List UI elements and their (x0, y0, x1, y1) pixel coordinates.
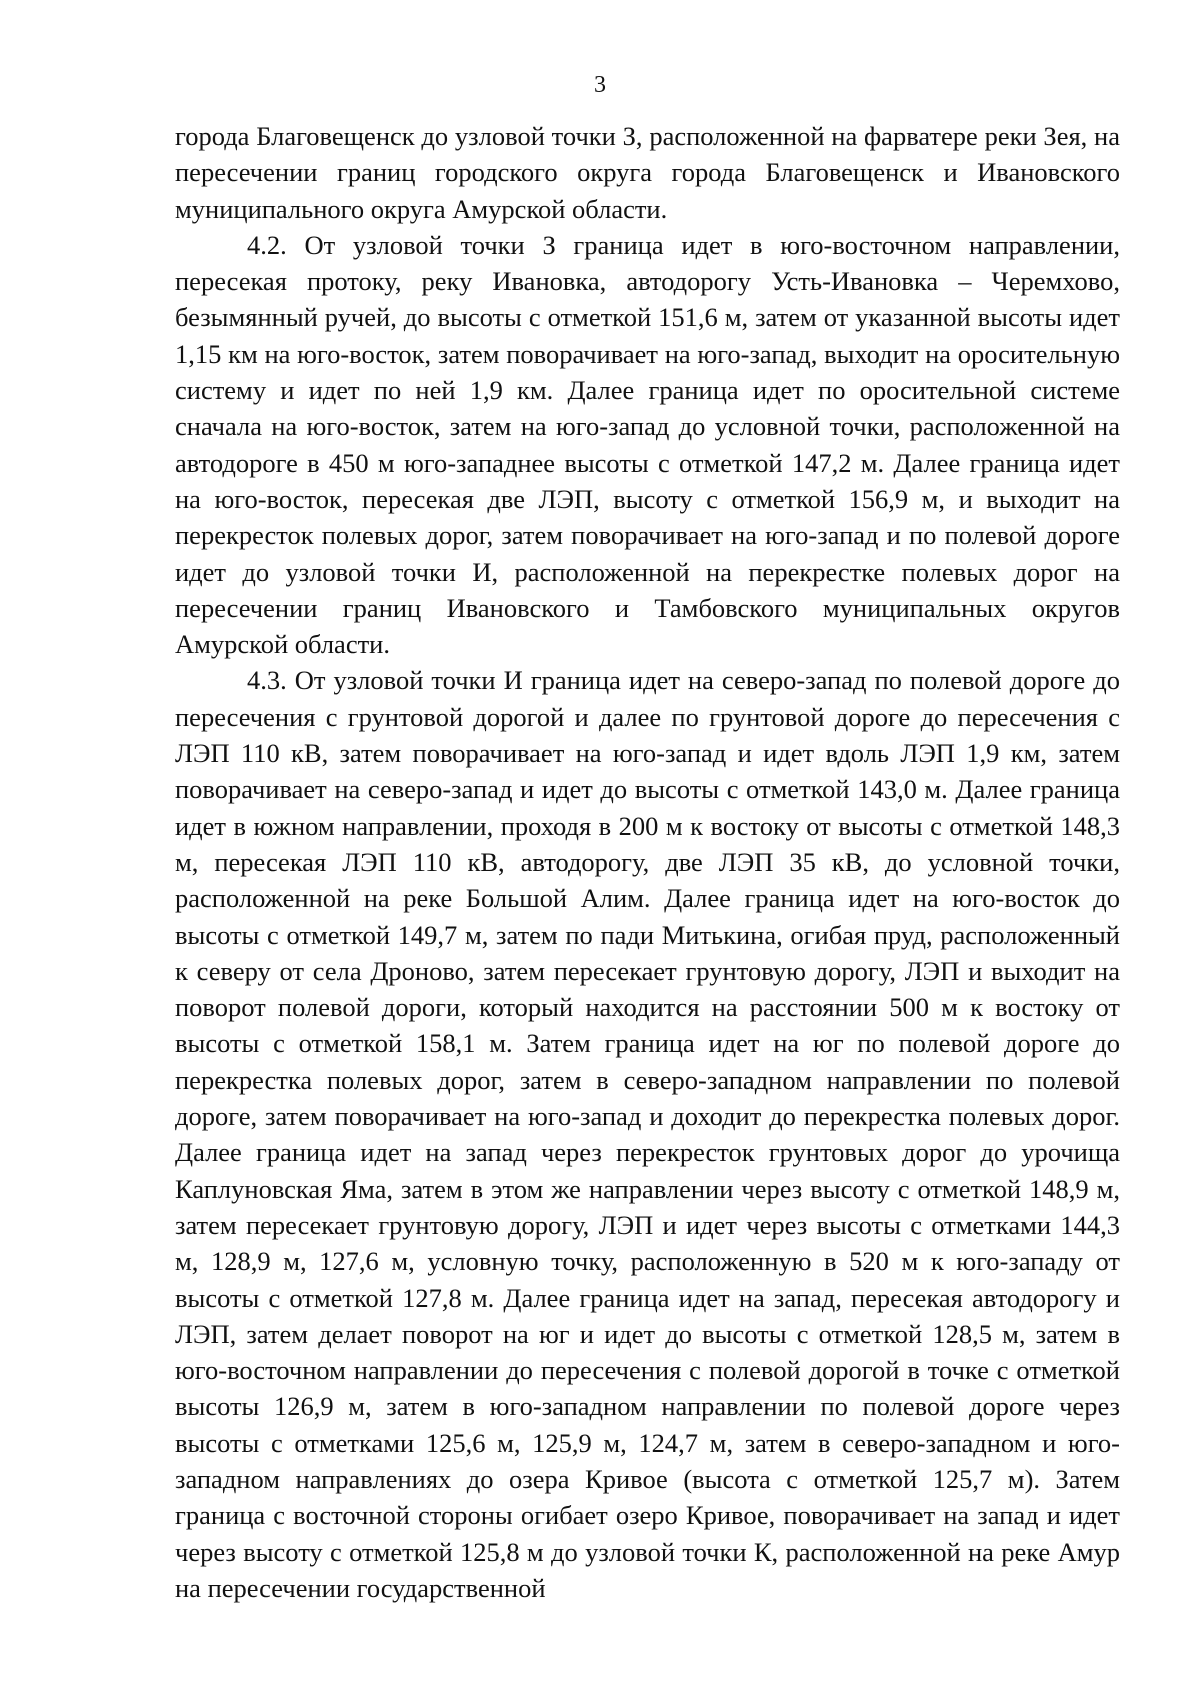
page-number: 3 (594, 72, 606, 98)
paragraph-continuation: города Благовещенск до узловой точки З, расположенной на фарватере реки Зея, на пересечении границ городского округа города Благовещенск и Ивановского муниципального округа Амурской области. (175, 121, 1120, 224)
paragraph-4-3: 4.3. От узловой точки И граница идет на северо-запад по полевой дороге до пересечения с грунтовой дорогой и далее по грунтовой дороге до пересечения с ЛЭП 110 кВ, затем поворачивает на юго-запад и идет вдоль ЛЭП 1,9 км, затем поворачивает на северо-запад и идет до высоты с отметкой 143,0 м. Далее граница идет в южном направлении, проходя в 200 м к востоку от высоты с отметкой 148,3 м, пересекая ЛЭП 110 кВ, автодорогу, две ЛЭП 35 кВ, до условной точки, расположенной на реке Большой Алим. Далее граница идет на юго-восток до высоты с отметкой 149,7 м, затем по пади Митькина, огибая пруд, расположенный к северу от села Дроново, затем пересекает грунтовую дорогу, ЛЭП и выходит на поворот полевой дороги, который находится на расстоянии 500 м к востоку от высоты с отметкой 158,1 м. Затем граница идет на юг по полевой дороге до перекрестка полевых дорог, затем в северо-западном направлении по полевой дороге, затем поворачивает на юго-запад и доходит до перекрестка полевых дорог. Далее граница идет на запад через перекресток грунтовых дорог до урочища Каплуновская Яма, затем в этом же направлении через высоту с отметкой 148,9 м, затем пересекает грунтовую дорогу, ЛЭП и идет через высоты с отметками 144,3 м, 128,9 м, 127,6 м, условную точку, расположенную в 520 м к юго-западу от высоты с отметкой 127,8 м. Далее граница идет на запад, пересекая автодорогу и ЛЭП, затем делает поворот на юг и идет до высоты с отметкой 128,5 м, затем в юго-восточном направлении до пересечения с полевой дорогой в точке с отметкой высоты 126,9 м, затем в юго-западном направлении по полевой дороге через высоты с отметками 125,6 м, 125,9 м, 124,7 м, затем в северо-западном и юго-западном направлениях до озера Кривое (высота с отметкой 125,7 м). Затем граница с восточной стороны огибает озеро Кривое, поворачивает на запад и идет через высоту с отметкой 125,8 м до узловой точки К, расположенной на реке Амур на пересечении государственной (175, 665, 1120, 1603)
paragraph-4-2: 4.2. От узловой точки З граница идет в юго-восточном направлении, пересекая протоку, реку Ивановка, автодорогу Усть-Ивановка – Черемхово, безымянный ручей, до высоты с отметкой 151,6 м, затем от указанной высоты идет 1,15 км на юго-восток, затем поворачивает на юго-запад, выходит на оросительную систему и идет по ней 1,9 км. Далее граница идет по оросительной системе сначала на юго-восток, затем на юго-запад до условной точки, расположенной на автодороге в 450 м юго-западнее высоты с отметкой 147,2 м. Далее граница идет на юго-восток, пересекая две ЛЭП, высоту с отметкой 156,9 м, и выходит на перекресток полевых дорог, затем поворачивает на юго-запад и по полевой дороге идет до узловой точки И, расположенной на перекрестке полевых дорог на пересечении границ Ивановского и Тамбовского муниципальных округов Амурской области. (175, 229, 1120, 660)
document-body (175, 118, 1120, 1606)
